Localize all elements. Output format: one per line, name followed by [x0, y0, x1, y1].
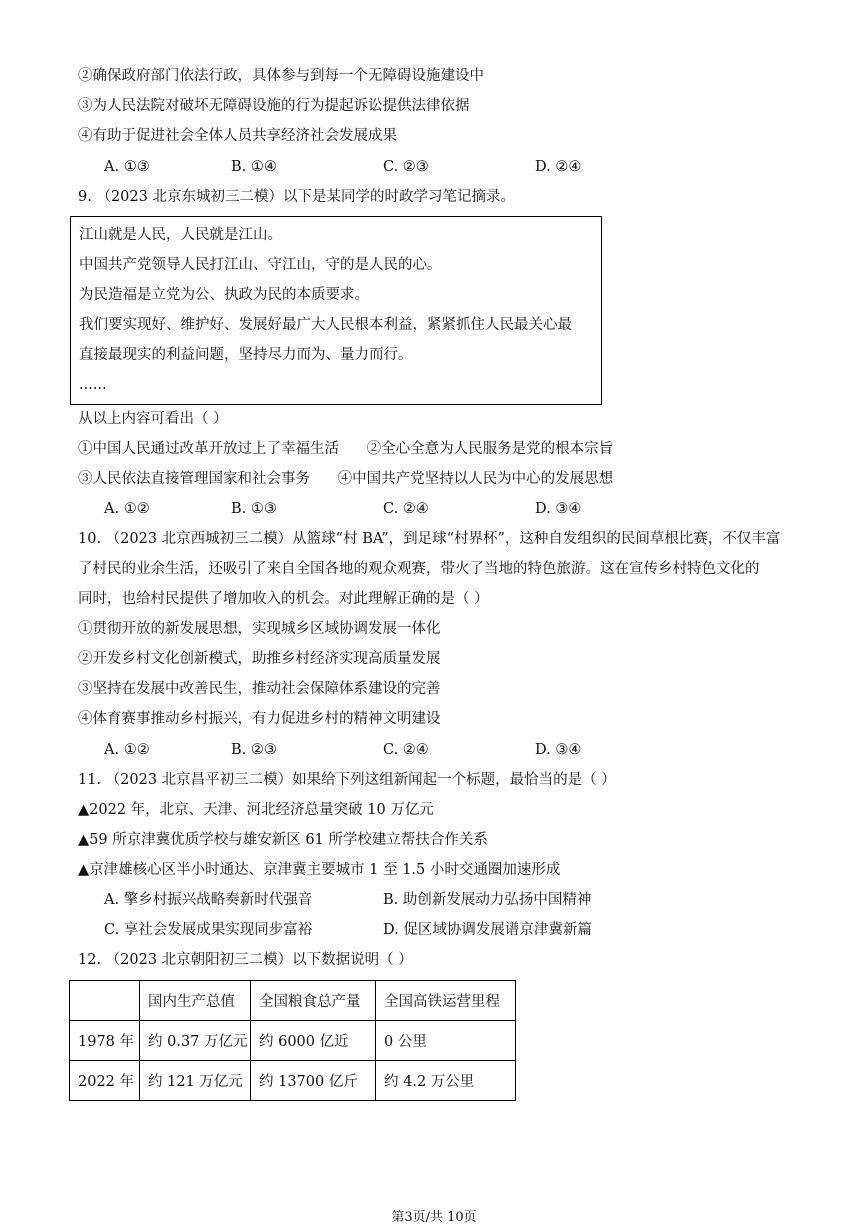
q9-note-line: 中国共产党领导人民打江山、守江山，守的是人民的心。	[79, 257, 442, 273]
q8-option-d: D. ②④	[535, 159, 582, 175]
q12-stem: 12. （2023 北京朝阳初三二模）以下数据说明（ ）	[78, 952, 413, 968]
q11-news-item: ▲2022 年，北京、天津、河北经济总量突破 10 万亿元	[78, 802, 434, 818]
table-cell: 2022 年	[70, 1061, 140, 1101]
table-cell: 约 0.37 万亿元	[140, 1021, 251, 1061]
q11-option-c: C. 享社会发展成果实现同步富裕	[104, 922, 313, 938]
q10-option-c: C. ②④	[383, 742, 429, 758]
q9-option-d: D. ③④	[535, 501, 582, 517]
q9-stem: 9. （2023 北京东城初三二模）以下是某同学的时政学习笔记摘录。	[78, 189, 515, 205]
q9-note-line: 直接最现实的利益问题，坚持尽力而为、量力而行。	[79, 347, 413, 363]
q9-option-c: C. ②④	[383, 501, 429, 517]
table-cell: 约 4.2 万公里	[376, 1061, 516, 1101]
table-cell: 0 公里	[376, 1021, 516, 1061]
q12-data-table	[69, 980, 516, 1101]
q9-question: 从以上内容可看出（ ）	[78, 411, 228, 427]
q10-choice: ④体育赛事推动乡村振兴，有力促进乡村的精神文明建设	[78, 711, 441, 727]
q10-choice: ①贯彻开放的新发展思想，实现城乡区域协调发展一体化	[78, 621, 441, 637]
q11-option-a: A. 擎乡村振兴战略奏新时代强音	[104, 892, 313, 908]
q9-note-line: 我们要实现好、维护好、发展好最广大人民根本利益，紧紧抓住人民最关心最	[79, 317, 572, 333]
table-header-cell	[70, 981, 140, 1021]
q9-option-b: B. ①③	[231, 501, 277, 517]
q8-option-c: C. ②③	[383, 159, 429, 175]
q9-note-line: 为民造福是立党为公、执政为民的本质要求。	[79, 287, 369, 303]
table-row	[70, 1061, 516, 1101]
q9-note-line: 江山就是人民，人民就是江山。	[79, 227, 282, 243]
table-header-cell: 全国粮食总产量	[251, 981, 376, 1021]
q11-stem: 11. （2023 北京昌平初三二模）如果给下列这组新闻起一个标题，最恰当的是（ ）	[78, 772, 616, 788]
q10-option-d: D. ③④	[535, 742, 582, 758]
q9-option-a: A. ①②	[104, 501, 150, 517]
q8-option-b: B. ①④	[231, 159, 277, 175]
q8-option-a: A. ①③	[104, 159, 150, 175]
q11-news-item: ▲59 所京津冀优质学校与雄安新区 61 所学校建立帮扶合作关系	[78, 832, 488, 848]
table-header-row	[70, 981, 516, 1021]
table-cell: 1978 年	[70, 1021, 140, 1061]
q11-news-item: ▲京津雄核心区半小时通达、京津冀主要城市 1 至 1.5 小时交通圈加速形成	[78, 862, 561, 878]
q9-notes-box	[70, 216, 602, 405]
q9-choices-line1: ①中国人民通过改革开放过上了幸福生活 ②全心全意为人民服务是党的根本宗旨	[78, 441, 614, 457]
q10-stem-line: 同时，也给村民提供了增加收入的机会。对此理解正确的是（ ）	[78, 591, 489, 607]
q10-stem-line: 了村民的业余生活，还吸引了来自全国各地的观众观赛，带火了当地的特色旅游。这在宣传乡村特色文化的	[78, 561, 760, 577]
table-header-cell: 全国高铁运营里程	[376, 981, 516, 1021]
table-cell: 约 6000 亿近	[251, 1021, 376, 1061]
table-cell: 约 121 万亿元	[140, 1061, 251, 1101]
table-row	[70, 1021, 516, 1061]
q11-option-b: B. 助创新发展动力弘扬中国精神	[383, 892, 592, 908]
choice-4: ④有助于促进社会全体人员共享经济社会发展成果	[78, 128, 397, 144]
q10-option-b: B. ②③	[231, 742, 277, 758]
q10-choice: ②开发乡村文化创新模式，助推乡村经济实现高质量发展	[78, 651, 441, 667]
q10-stem-line: 10. （2023 北京西城初三二模）从篮球“村 BA”，到足球“村界杯”，这种自发组织的民间草根比赛，不仅丰富	[78, 531, 781, 547]
q11-option-d: D. 促区域协调发展谱京津冀新篇	[383, 922, 592, 938]
page-footer: 第3页/共 10页	[391, 1210, 477, 1225]
table-cell: 约 13700 亿斤	[251, 1061, 376, 1101]
q9-choices-line2: ③人民依法直接管理国家和社会事务 ④中国共产党坚持以人民为中心的发展思想	[78, 471, 614, 487]
choice-3: ③为人民法院对破坏无障碍设施的行为提起诉讼提供法律依据	[78, 98, 470, 114]
q9-note-line: ......	[79, 377, 107, 393]
table-header-cell: 国内生产总值	[140, 981, 251, 1021]
q10-choice: ③坚持在发展中改善民生，推动社会保障体系建设的完善	[78, 681, 441, 697]
choice-2: ②确保政府部门依法行政，具体参与到每一个无障碍设施建设中	[78, 68, 484, 84]
q10-option-a: A. ①②	[104, 742, 150, 758]
